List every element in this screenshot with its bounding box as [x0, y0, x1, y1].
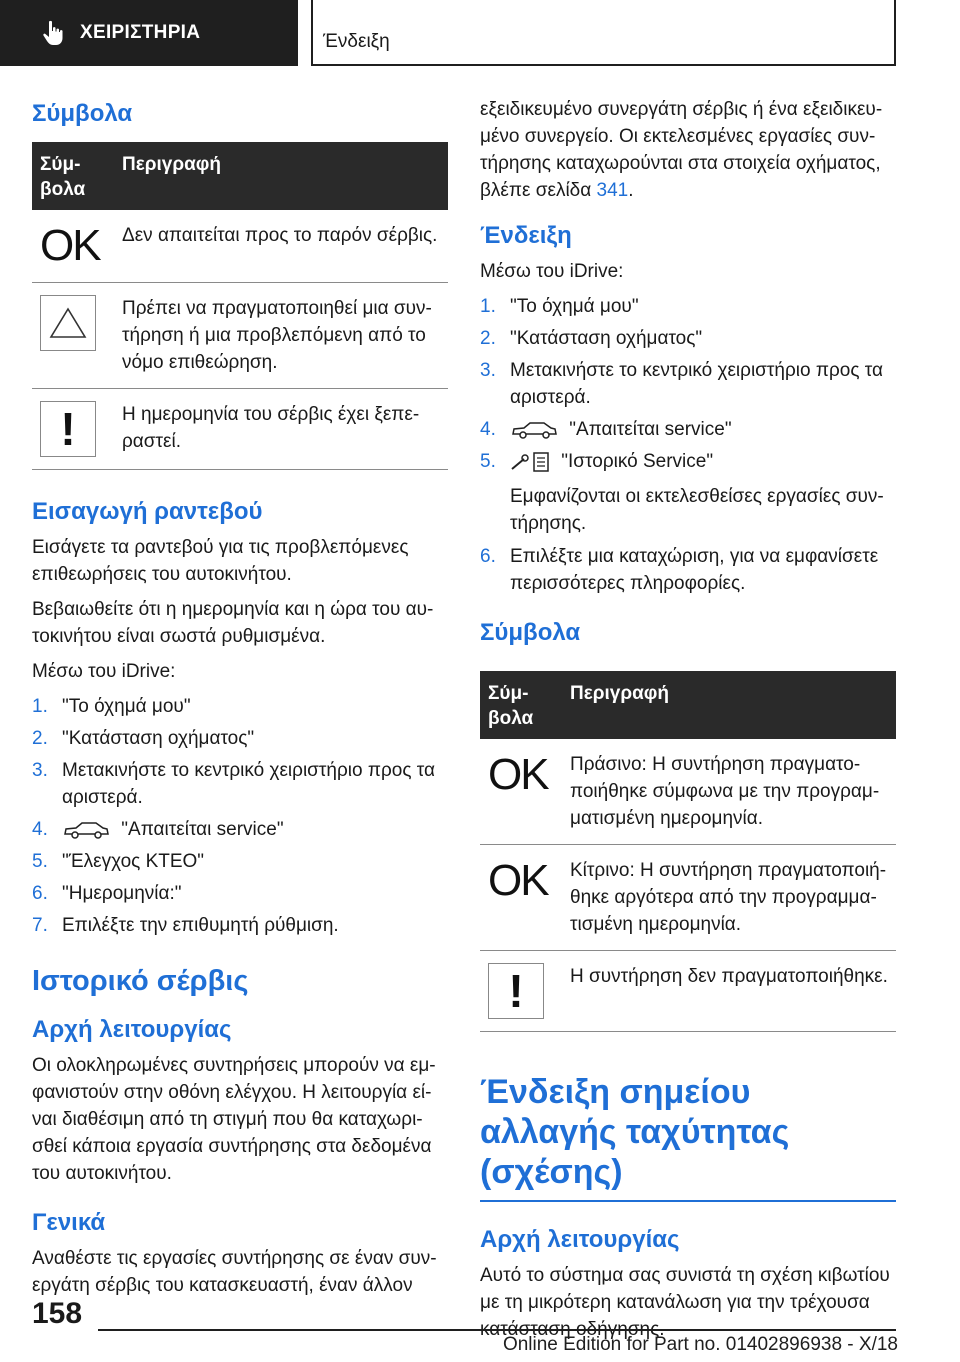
list-item: 1. "Το όχημά μου": [32, 696, 191, 717]
row-desc: Πρέπει να πραγματοποιηθεί μια συν-τήρηση ή μια προβλεπόμενη από το νόμο επιθεώρηση.: [114, 283, 448, 389]
footer-divider: [98, 1329, 896, 1331]
symbols-heading: Σύμβολα: [480, 619, 581, 646]
appointment-paragraph: Μέσω του iDrive:: [32, 661, 176, 682]
appointment-paragraph: Βεβαιωθείτε ότι η ημερομηνία και η ώρα του αυ-τοκινήτου είναι σωστά ρυθμισμένα.: [32, 599, 434, 647]
principle-heading: Αρχή λειτουργίας: [480, 1226, 680, 1253]
display-sub-paragraph: Εμφανίζονται οι εκτελεσθείσες εργασίες συν-τήρησης.: [510, 486, 884, 534]
principle-paragraph: Οι ολοκληρωμένες συντηρήσεις μπορούν να εμ-φανιστούν στην οθόνη ελέγχου. Η λειτουργία εί-ναι διαθέσιμη από τη στιγμή που θα καταχωρι-σθεί κάποια εργασία συντήρησης στα δεδομένα του αυτοκινήτου.: [32, 1055, 436, 1184]
chapter-label: [311, 0, 896, 66]
general-heading: Γενικά: [32, 1209, 106, 1236]
section-tab: [0, 0, 298, 66]
appointment-paragraph: Εισάγετε τα ραντεβού για τις προβλεπόμενες επιθεωρήσεις του αυτοκινήτου.: [32, 537, 409, 585]
row-desc: Πράσινο: Η συντήρηση πραγματο-ποιήθηκε σύμφωνα με την προγραμ-ματισμένη ημερομηνία.: [562, 739, 896, 845]
list-item: 6. "Ημερομηνία:": [32, 883, 182, 904]
col-desc-header: Περιγραφή: [562, 671, 896, 739]
page-link[interactable]: 341: [596, 180, 629, 201]
car-icon: [62, 820, 110, 840]
page-header: [0, 0, 960, 66]
list-item: 5. "Έλεγχος ΚΤΕΟ": [32, 851, 205, 872]
hand-touch-icon: [42, 20, 64, 46]
table-row: [32, 283, 448, 389]
exclamation-icon: !: [40, 401, 96, 457]
list-item: 2. "Κατάσταση οχήματος": [480, 328, 703, 349]
warning-triangle-icon: [40, 295, 96, 351]
appointment-heading: Εισαγωγή ραντεβού: [32, 498, 263, 525]
list-item: 3. Μετακινήστε το κεντρικό χειριστήριο προς τα αριστερά.: [32, 760, 435, 808]
service-history-heading: Ιστορικό σέρβις: [32, 965, 249, 997]
list-item: 4. "Απαιτείται service": [480, 419, 732, 440]
list-item: 2. "Κατάσταση οχήματος": [32, 728, 255, 749]
ok-green-icon: OK: [488, 750, 548, 799]
appointment-steps: [32, 693, 448, 939]
table-row: [480, 739, 896, 845]
service-history-icon: [510, 451, 550, 473]
row-desc: Η συντήρηση δεν πραγματοποιήθηκε.: [562, 951, 896, 1032]
ok-icon: OK: [40, 221, 100, 270]
col-desc-header: Περιγραφή: [114, 142, 448, 210]
display-heading: Ένδειξη: [480, 222, 572, 249]
table-row: [32, 210, 448, 283]
symbols-heading: Σύμβολα: [32, 100, 133, 127]
chapter-title: Ένδειξη: [323, 31, 390, 52]
principle-paragraph: Αυτό το σύστημα σας συνιστά τη σχέση κιβωτίου με τη μικρότερη κατανάλωση για την τρέχουσα κατάσταση οδήγησης.: [480, 1265, 890, 1340]
display-paragraph: Μέσω του iDrive:: [480, 261, 624, 282]
display-steps: [480, 293, 896, 475]
list-item: 5. "Ιστορικό Service": [480, 451, 714, 472]
general-paragraph: Αναθέστε τις εργασίες συντήρησης σε έναν συν-εργάτη σέρβις του κατασκευαστή, έναν άλλον: [32, 1248, 437, 1296]
list-item: 4. "Απαιτείται service": [32, 819, 284, 840]
display-steps-cont: [480, 543, 896, 597]
table-row: [480, 845, 896, 951]
shift-point-heading: Ένδειξη σημείου αλλαγής ταχύτητας (σχέσης): [480, 1073, 790, 1191]
principle-heading: Αρχή λειτουργίας: [32, 1016, 232, 1043]
table-header: [32, 142, 448, 210]
list-item: 1. "Το όχημά μου": [480, 296, 639, 317]
row-desc: Κίτρινο: Η συντήρηση πραγματοποιή-θηκε αργότερα από την προγραμμα-τισμένη ημερομηνία.: [562, 845, 896, 951]
right-column: [480, 96, 896, 1351]
heading-divider: [480, 1200, 896, 1202]
edition-label: Online Edition for Part no. 01402896938 - X/18: [502, 1334, 898, 1355]
ok-yellow-icon: OK: [488, 856, 548, 905]
row-desc: Δεν απαιτείται προς το παρόν σέρβις.: [114, 210, 448, 283]
list-item: 7. Επιλέξτε την επιθυμητή ρύθμιση.: [32, 915, 339, 936]
row-desc: Η ημερομηνία του σέρβις έχει ξεπε-ραστεί.: [114, 389, 448, 470]
list-item: 3. Μετακινήστε το κεντρικό χειριστήριο προς τα αριστερά.: [480, 360, 883, 408]
continued-paragraph: εξειδικευμένο συνεργάτη σέρβις ή ένα εξειδικευ-μένο συνεργείο. Οι εκτελεσμένες εργασίες συν-τήρησης καταχωρούνται στα στοιχεία οχήματος, βλέπε σελίδα 341.: [480, 99, 883, 201]
symbols-table: [480, 671, 896, 1032]
table-row: [480, 951, 896, 1032]
symbols-table: [32, 142, 448, 470]
col-symbol-header: Σύμ- βολα: [480, 671, 562, 739]
col-symbol-header: Σύμ- βολα: [32, 142, 114, 210]
car-icon: [510, 420, 558, 440]
page-number: 158: [32, 1297, 83, 1330]
table-row: [32, 389, 448, 470]
section-label: ΧΕΙΡΙΣΤΗΡΙΑ: [80, 22, 201, 43]
exclamation-icon: !: [488, 963, 544, 1019]
list-item: 6. Επιλέξτε μια καταχώριση, για να εμφανίσετε περισσότερες πληροφορίες.: [480, 546, 879, 594]
left-column: [32, 96, 448, 1307]
table-header: [480, 671, 896, 739]
